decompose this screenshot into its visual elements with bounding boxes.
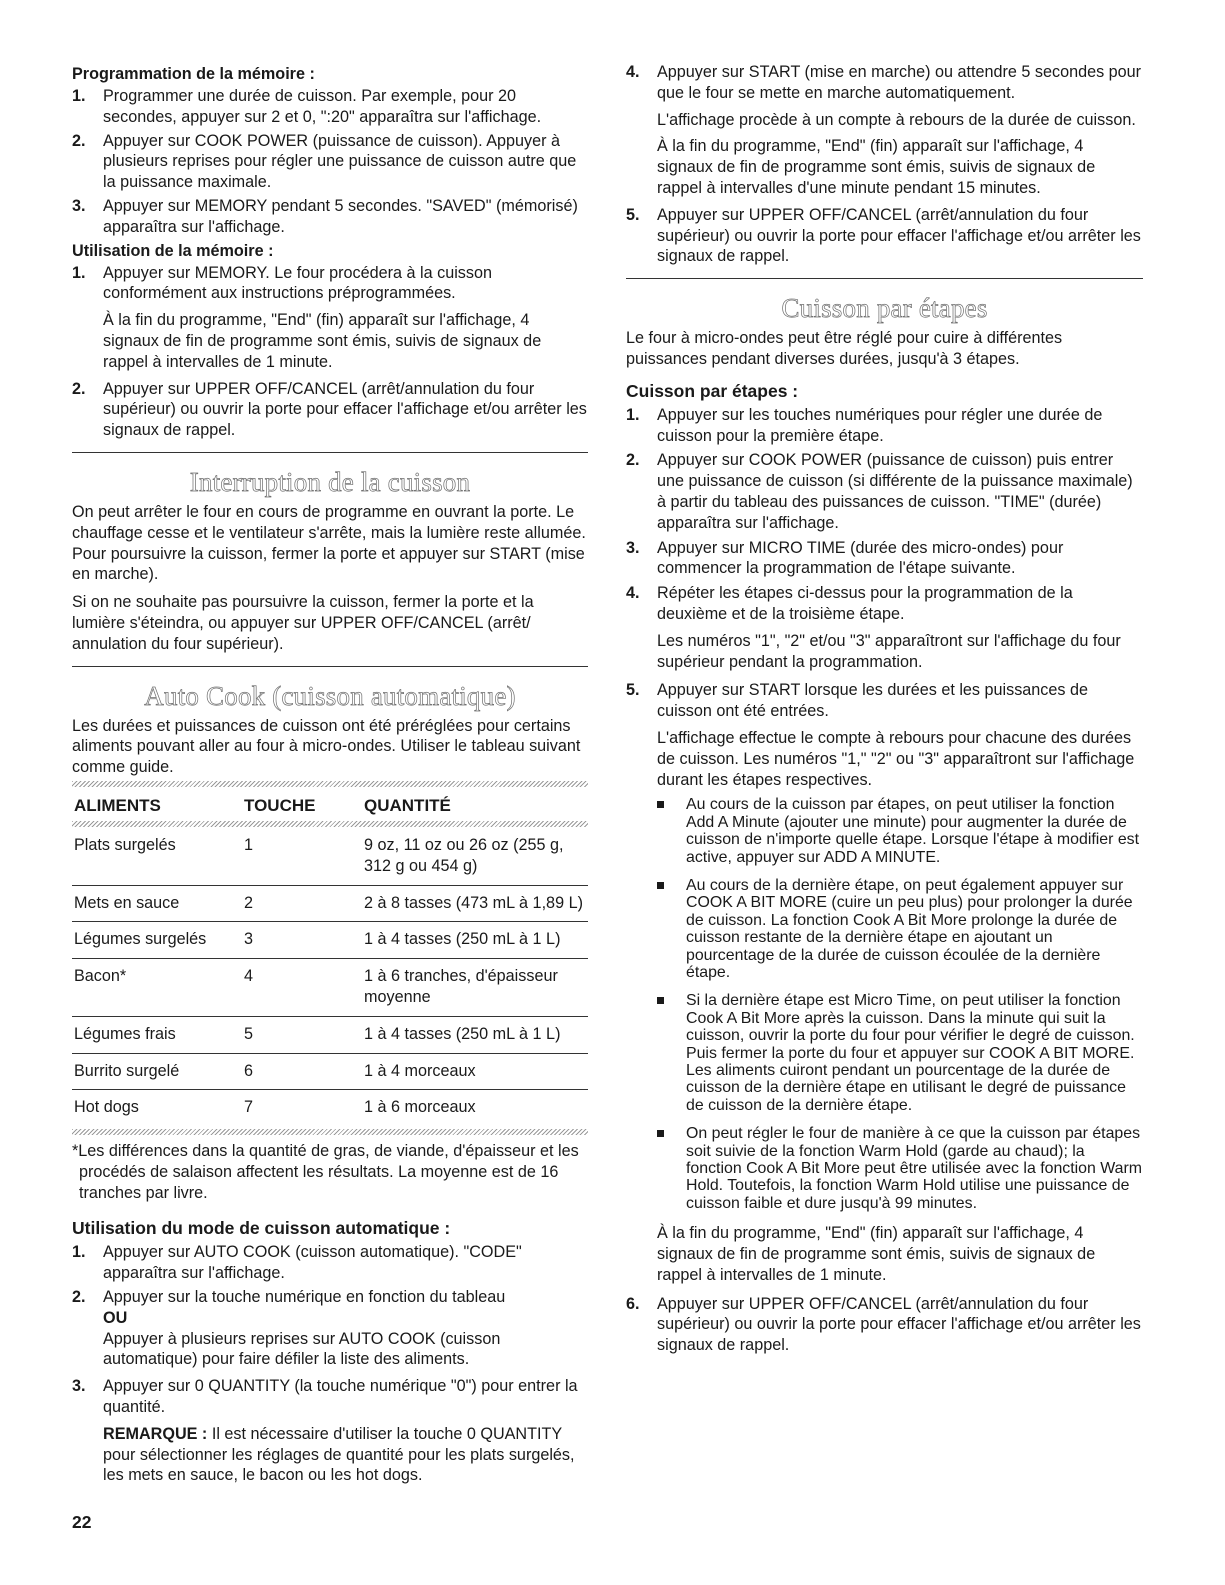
step-number: 1. (72, 263, 86, 282)
interruption-paragraph: Si on ne souhaite pas poursuivre la cuisson, fermer la porte et la lumière s'éteindra, ou appuyer sur UPPER OFF/CANCEL (arrêt/ annulation du four supérieur). (72, 593, 534, 653)
bullet-item (626, 796, 1143, 866)
step-subtext: L'affichage procède à un compte à rebours de la durée de cuisson. (657, 110, 1136, 129)
step-text: Appuyer sur les touches numériques pour régler une durée de cuisson pour la première étape. (657, 405, 1103, 445)
table-row (72, 922, 588, 959)
step-item (626, 1294, 1143, 1356)
step-item (72, 379, 588, 441)
step-number: 1. (626, 405, 640, 424)
memory-use-heading: Utilisation de la mémoire : (72, 241, 274, 260)
cell-quantity: 1 à 4 morceaux (364, 1053, 588, 1090)
memory-programming-heading: Programmation de la mémoire : (72, 65, 315, 83)
table-row (72, 1090, 588, 1126)
step-number: 2. (626, 451, 640, 470)
memory-use-steps (72, 263, 588, 441)
bullet-item (626, 992, 1143, 1114)
step-number: 1. (72, 1243, 86, 1262)
step-text: Répéter les étapes ci-dessus pour la programmation de la deuxième et de la troisième étape. (657, 584, 1073, 623)
note-text: Il est nécessaire d'utiliser la touche 0 QUANTITY pour sélectionner les réglages de quantité pour les plats surgelés, les mets en sauce, le bacon ou les hot dogs. (103, 1424, 575, 1485)
step-number: 4. (626, 584, 640, 603)
interruption-paragraph: On peut arrêter le four en cours de programme en ouvrant la porte. Le chauffage cesse et le ventilateur s'arrête, mais la lumière reste allumée. Pour poursuivre la cuisson, fermer la porte et appuyer sur START (mise en marche). (72, 502, 586, 584)
step-text: Appuyer sur UPPER OFF/CANCEL (arrêt/annulation du four supérieur) ou ouvrir la porte pour effacer l'affichage et/ou arrêter les signaux de rappel. (103, 379, 587, 440)
cell-quantity: 9 oz, 11 oz ou 26 oz (255 g, 312 g ou 454 g) (364, 828, 588, 885)
step-item (72, 131, 588, 193)
cell-quantity: 1 à 6 morceaux (364, 1098, 476, 1117)
page-number: 22 (72, 1512, 92, 1532)
step-subtext: À la fin du programme, "End" (fin) apparaît sur l'affichage, 4 signaux de fin de programme sont émis, suivis de signaux de rappel à intervalles de 1 minute. (657, 1224, 1096, 1284)
step-subtext: Les numéros "1", "2" et/ou "3" apparaîtront sur l'affichage du four supérieur pendant la programmation. (657, 631, 1121, 671)
step-text: Appuyer sur MICRO TIME (durée des micro-ondes) pour commencer la programmation de l'étape suivante. (657, 538, 1064, 578)
section-divider (72, 666, 588, 667)
step-text: Appuyer sur COOK POWER (puissance de cuisson) puis entrer une puissance de cuisson (si différente de la puissance maximale) à partir du tableau des puissances de cuisson. "TIME" (durée) apparaîtra sur l'affichage. (657, 451, 1133, 532)
bullet-item (626, 1125, 1143, 1212)
step-item (626, 205, 1143, 267)
step-item (626, 405, 1143, 447)
bullet-text: Si la dernière étape est Micro Time, on peut utiliser la fonction Cook A Bit More après la cuisson. Dans la minute qui suit la cuisson, ouvrir la porte du four pour vérifier le degré de cuisson. Puis fermer la porte du four et appuyer sur COOK A BIT MORE. Les aliments cuiront pendant un pourcentage de la durée de cuisson de la dernière étape en utilisant le degré de puissance de cuisson de la dernière étape. (686, 992, 1135, 1114)
step-text: Appuyer sur COOK POWER (puissance de cuisson). Appuyer à plusieurs reprises pour régler une puissance de cuisson autre que la puissance maximale. (103, 131, 577, 192)
cell-quantity: 1 à 6 tranches, d'épaisseur moyenne (364, 959, 588, 1017)
step-number: 4. (626, 63, 640, 81)
cell-key: 1 (244, 828, 364, 885)
table-row (72, 1053, 588, 1090)
step-item (72, 1242, 588, 1284)
step-number: 3. (72, 196, 86, 215)
bullet-text: Au cours de la dernière étape, on peut également appuyer sur COOK A BIT MORE (cuire un peu plus) pour prolonger la durée de cuisson. La fonction Cook A Bit More prolonge la durée de cuisson restante de la dernière étape en ajoutant un pourcentage de la durée de cuisson écoulée de la dernière étape. (686, 876, 1133, 981)
bullet-square-icon (657, 997, 664, 1004)
table-row (72, 959, 588, 1017)
cell-key: 5 (244, 1016, 364, 1053)
cell-key: 3 (244, 922, 364, 959)
step-item (626, 680, 1143, 1285)
right-column (626, 62, 1143, 1359)
etapes-intro: Le four à micro-ondes peut être réglé pour cuire à différentes puissances pendant diverses durées, jusqu'à 3 étapes. (626, 329, 1063, 368)
step-number: 3. (626, 538, 640, 557)
etapes-section-title: Cuisson par étapes (781, 293, 988, 324)
left-column (72, 62, 588, 1489)
step-item (72, 1376, 588, 1486)
step-number: 2. (72, 379, 86, 398)
table-row (72, 828, 588, 885)
or-label: OU (103, 1308, 128, 1327)
step-item (72, 1287, 588, 1370)
note-paragraph (103, 1424, 588, 1486)
cell-food: Mets en sauce (72, 885, 244, 922)
table-footnote: *Les différences dans la quantité de gras, de viande, d'épaisseur et les procédés de salaison affectent les résultats. La moyenne est de 16 tranches par livre. (72, 1142, 579, 1202)
etapes-bullets (626, 796, 1143, 1212)
cell-quantity: 1 à 4 tasses (250 mL à 1 L) (364, 922, 588, 959)
cell-key: 2 (244, 885, 364, 922)
note-label: REMARQUE : (103, 1424, 208, 1443)
step-item (72, 263, 588, 373)
bullet-square-icon (657, 882, 664, 889)
step-item (72, 86, 588, 128)
step-text: Appuyer sur 0 QUANTITY (la touche numérique "0") pour entrer la quantité. (103, 1377, 578, 1417)
step-text: Appuyer sur UPPER OFF/CANCEL (arrêt/annulation du four supérieur) ou ouvrir la porte pour effacer l'affichage et/ou arrêter les signaux de rappel. (657, 205, 1141, 266)
step-item (626, 62, 1143, 199)
step-number: 5. (626, 205, 640, 224)
cell-food: Burrito surgelé (72, 1053, 244, 1090)
interruption-section-title: Interruption de la cuisson (189, 466, 471, 497)
step-item (626, 538, 1143, 580)
step-text: Appuyer sur START lorsque les durées et les puissances de cuisson ont été entrées. (657, 681, 1088, 721)
table-header-row (72, 791, 588, 821)
table-bottom-border (72, 1129, 588, 1135)
bullet-square-icon (657, 801, 664, 808)
step-alt-text: Appuyer à plusieurs reprises sur AUTO COOK (cuisson automatique) pour faire défiler la liste des aliments. (103, 1329, 501, 1369)
bullet-text: Au cours de la cuisson par étapes, on peut utiliser la fonction Add A Minute (ajouter une minute) pour augmenter la durée de cuisson de n'importe quelle étape. Lorsque l'étape à modifier est active, appuyer sur ADD A MINUTE. (686, 796, 1140, 866)
cell-food: Bacon* (72, 959, 244, 1017)
bullet-square-icon (657, 1130, 664, 1137)
memory-programming-steps (72, 86, 588, 238)
step-text: Appuyer sur START (mise en marche) ou attendre 5 secondes pour que le four se mette en marche automatiquement. (657, 63, 1142, 102)
step-text: Appuyer sur UPPER OFF/CANCEL (arrêt/annulation du four supérieur) ou ouvrir la porte pour effacer l'affichage et/ou arrêter les signaux de rappel. (657, 1294, 1141, 1355)
step-item (626, 583, 1143, 672)
step-number: 6. (626, 1294, 640, 1313)
header-aliments: ALIMENTS (74, 795, 161, 815)
step-text: Appuyer sur MEMORY pendant 5 secondes. "SAVED" (mémorisé) apparaîtra sur l'affichage. (103, 196, 578, 236)
table-header-border (72, 821, 588, 827)
step-text: Appuyer sur MEMORY. Le four procédera à la cuisson conformément aux instructions préprogrammées. (103, 263, 492, 303)
etapes-steps (626, 405, 1143, 1356)
step-text: Appuyer sur la touche numérique en fonction du tableau (103, 1288, 506, 1307)
step-number: 2. (72, 131, 86, 150)
bullet-text: On peut régler le four de manière à ce que la cuisson par étapes soit suivie de la fonction Warm Hold (garde au chaud); la fonction Cook A Bit More peut être utilisée avec la fonction Warm Hold. Toutefois, la fonction Warm Hold utilise une puissance de cuisson faible et dure jusqu'à 99 minutes. (686, 1125, 1143, 1212)
step-text: Appuyer sur AUTO COOK (cuisson automatique). "CODE" apparaîtra sur l'affichage. (103, 1243, 522, 1283)
cell-quantity: 2 à 8 tasses (473 mL à 1,89 L) (364, 885, 588, 922)
step-subtext: L'affichage effectue le compte à rebours pour chacune des durées de cuisson. Les numéros "1," "2" ou "3" apparaîtront sur l'affichage durant les étapes respectives. (657, 728, 1135, 789)
step-number: 2. (72, 1288, 86, 1307)
autocook-section-title: Auto Cook (cuisson automatique) (144, 680, 516, 711)
cell-quantity: 1 à 4 tasses (250 mL à 1 L) (364, 1016, 588, 1053)
cell-key: 4 (244, 959, 364, 1017)
header-quantite: QUANTITÉ (364, 795, 451, 815)
section-divider (72, 452, 588, 453)
step-number: 3. (72, 1377, 86, 1396)
etapes-heading: Cuisson par étapes : (626, 380, 799, 401)
autocook-use-steps (72, 1242, 588, 1486)
step-item (72, 196, 588, 238)
autocook-table (72, 791, 588, 1126)
autocook-intro: Les durées et puissances de cuisson ont été préréglées pour certains aliments pouvant aller au four à micro-ondes. Utiliser le tableau suivant comme guide. (72, 716, 581, 777)
step-subtext: À la fin du programme, "End" (fin) apparaît sur l'affichage, 4 signaux de fin de programme sont émis, suivis de signaux de rappel à intervalles d'une minute pendant 15 minutes. (657, 137, 1096, 197)
step-number: 1. (72, 87, 86, 105)
autocook-use-heading: Utilisation du mode de cuisson automatique : (72, 1218, 451, 1239)
step-text: Programmer une durée de cuisson. Par exemple, pour 20 secondes, appuyer sur 2 et 0, ":20" apparaîtra sur l'affichage. (103, 87, 542, 126)
cell-food: Légumes frais (72, 1016, 244, 1053)
cell-food: Hot dogs (74, 1098, 139, 1117)
cell-food: Légumes surgelés (72, 922, 244, 959)
step-subtext: À la fin du programme, "End" (fin) apparaît sur l'affichage, 4 signaux de fin de programme sont émis, suivis de signaux de rappel à intervalles de 1 minute. (103, 311, 542, 371)
memory-continued-steps (626, 62, 1143, 267)
header-touche: TOUCHE (244, 795, 316, 815)
table-row (72, 1016, 588, 1053)
table-top-border (72, 781, 588, 787)
step-item (626, 450, 1143, 533)
step-number: 5. (626, 681, 640, 700)
table-row (72, 885, 588, 922)
cell-key: 6 (244, 1053, 364, 1090)
section-divider (626, 278, 1143, 279)
cell-key: 7 (244, 1098, 254, 1117)
bullet-item (626, 877, 1143, 981)
cell-food: Plats surgelés (72, 828, 244, 885)
